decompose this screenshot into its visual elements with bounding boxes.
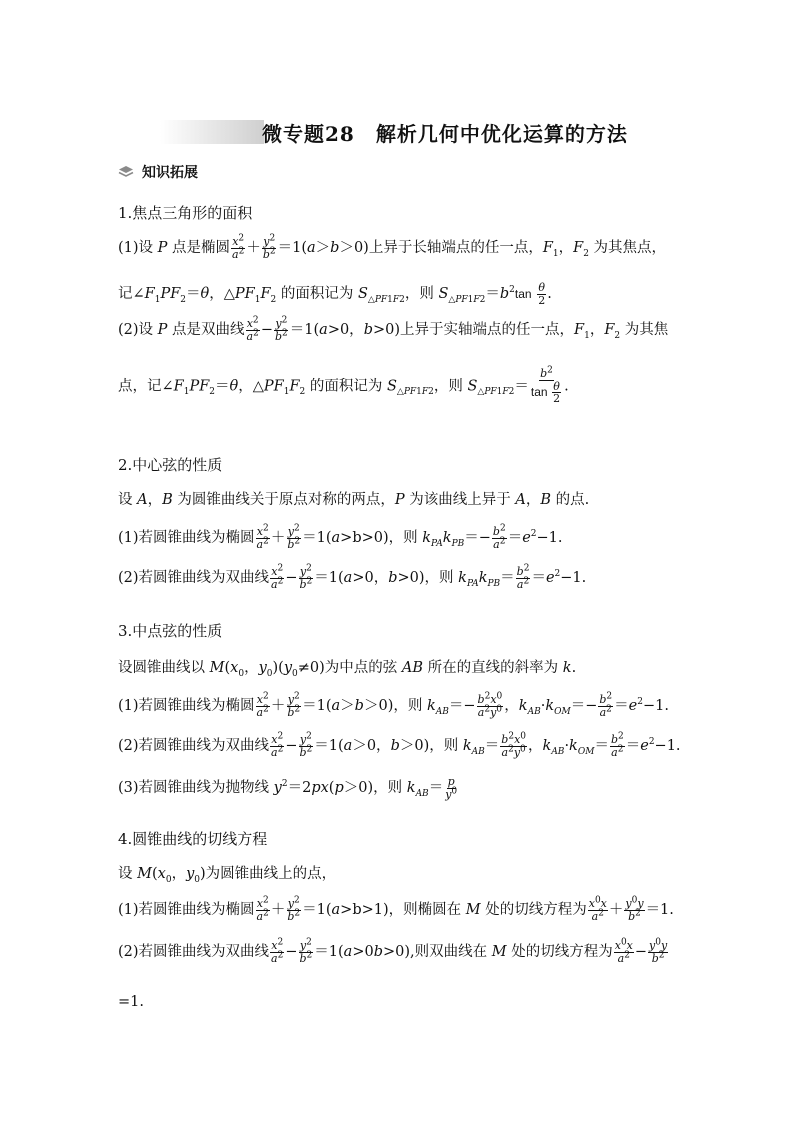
section-4-line-1: 设 $M(x_0$，$y_0$)为圆锥曲线上的点， <box>118 866 337 885</box>
section-1-line-2: 记$\angle F_1PF_2=\theta$，$\triangle PF_1F_2$ 的面积记为 $S_{\triangle PF1F2}$，则 $S_{\triangle PF1F2}=b^2\tan$ $\frac{\theta}{2}$ . <box>118 281 552 307</box>
layers-icon <box>118 165 134 179</box>
section-2-heading: 2.中心弦的性质 <box>118 456 223 474</box>
section-3-line-3: (2)若圆锥曲线为双曲线 $\frac{x^2}{a^2}$ − $\frac{y^2}{b^2}$ ＝1(a＞0，b＞0)，则 $k_{AB}=$ $\frac{b^2x^0}{a^2y^0}$ ，$k_{AB}\cdot k_{OM}=$ $\frac{b^2}{a^2}$ $=e^2-1$. <box>118 731 681 759</box>
section-label-text: 知识拓展 <box>142 165 198 181</box>
page-title: 微专题28 解析几何中优化运算的方法 <box>262 122 628 146</box>
section-4-line-3: (2)若圆锥曲线为双曲线 $\frac{x^2}{a^2}$ − $\frac{y^2}{b^2}$ ＝1(a>0b>0),则双曲线在 M 处的切线方程为 $\frac{x^0x}{a^2}$ − $\frac{y^0y}{b^2}$ <box>118 937 668 965</box>
section-3-line-2: (1)若圆锥曲线为椭圆 $\frac{x^2}{a^2}$ ＋ $\frac{y^2}{b^2}$ ＝1(a＞b＞0)，则 $k_{AB}=-$ $\frac{b^2x^0}{a^2y^0}$ ，$k_{AB}\cdot k_{OM}=-$ $\frac{b^2}{a^2}$ $=e^2-1$. <box>118 691 669 719</box>
section-4-heading: 4.圆锥曲线的切线方程 <box>118 830 268 848</box>
section-4-line-4: =1. <box>118 994 144 1010</box>
section-1-line-3: (2)设 P 点是双曲线 $\frac{x^2}{a^2}$ − $\frac{y^2}{b^2}$ ＝1(a>0，b>0)上异于实轴端点的任一点，$F_1$，$F_2$ 为其焦 <box>118 315 669 343</box>
section-2-line-1: 设 A，B 为圆锥曲线关于原点对称的两点，P 为该曲线上异于 A，B 的点. <box>118 492 590 508</box>
section-3-heading: 3.中点弦的性质 <box>118 622 223 640</box>
section-label <box>118 162 198 182</box>
section-1-line-4: 点，记$\angle F_1PF_2=\theta$，$\triangle PF_1F_2$ 的面积记为 $S_{\triangle PF1F2}$，则 $S_{\triangle PF1F2}=$ $b^2$ tan $\frac{\theta}{2}$ . <box>118 365 569 406</box>
section-2-line-3: (2)若圆锥曲线为双曲线 $\frac{x^2}{a^2}$ − $\frac{y^2}{b^2}$ ＝1(a>0，b>0)，则 $k_{PA}k_{PB}=$ $\frac{b^2}{a^2}$ $=e^2-1$. <box>118 563 587 591</box>
section-1-heading: 1.焦点三角形的面积 <box>118 204 253 222</box>
title-gradient-bar <box>160 120 264 144</box>
section-1-line-1: (1)设 P 点是椭圆 $\frac{x^2}{a^2}$ ＋ $\frac{y^2}{b^2}$ ＝1(a＞b＞0)上异于长轴端点的任一点，$F_1$，$F_2$ 为其焦点， <box>118 233 667 261</box>
section-3-line-4: (3)若圆锥曲线为抛物线 $y^2=2px(p>0)$，则 $k_{AB}=$ $\frac{p}{y^0}$ <box>118 775 458 801</box>
section-4-line-2: (1)若圆锥曲线为椭圆 $\frac{x^2}{a^2}$ ＋ $\frac{y^2}{b^2}$ ＝1(a>b>1)，则椭圆在 M 处的切线方程为 $\frac{x^0x}{a^2}$ ＋ $\frac{y^0y}{b^2}$ ＝1. <box>118 895 674 923</box>
section-2-line-2: (1)若圆锥曲线为椭圆 $\frac{x^2}{a^2}$ ＋ $\frac{y^2}{b^2}$ ＝1(a>b>0)，则 $k_{PA}k_{PB}=-$ $\frac{b^2}{a^2}$ $=e^2-1$. <box>118 523 563 551</box>
section-3-line-1: 设圆锥曲线以 $M(x_0$，$y_0)(y_0\ne 0)$为中点的弦 AB 所在的直线的斜率为 k. <box>118 660 577 679</box>
